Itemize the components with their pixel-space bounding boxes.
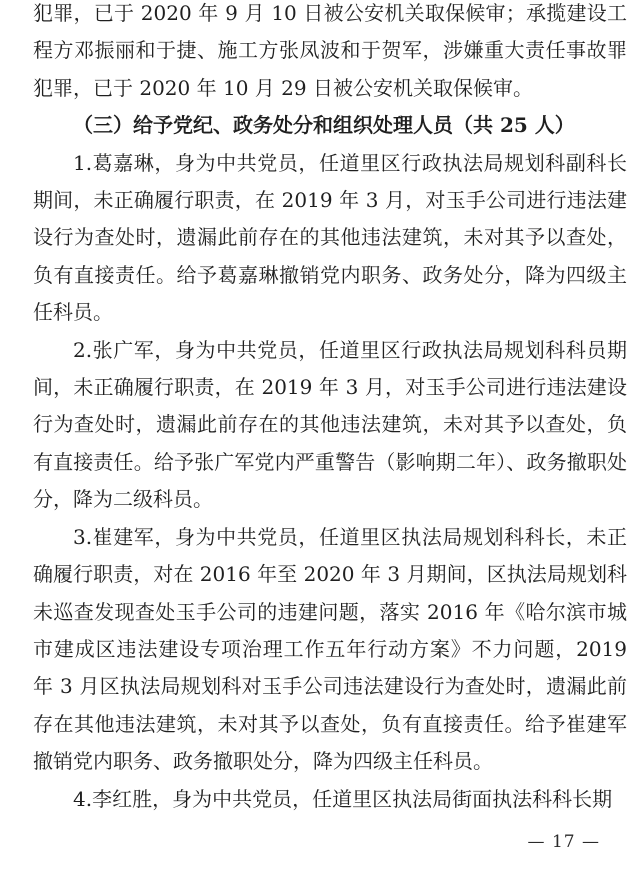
list-item-paragraph-3: 3.崔建军，身为中共党员，任道里区执法局规划科科长，未正确履行职责，对在 2016 年至 2020 年 3 月期间，区执法局规划科未巡查发现查处玉手公司的违建问题，落实 2016 年《哈尔滨市城市建成区违法建设专项治理工作五年行动方案》不力问题，2019 年 3 月区执法局规划科对玉手公司违法建设行为查处时，遗漏此前存在其他违法建筑，未对其予以查处，负有直接责任。给予崔建军撤销党内职务、政务撤职处分，降为四级主任科员。 [33,524,627,774]
page-number: — 17 — [527,832,600,852]
body-text-paragraph: 犯罪，已于 2020 年 9 月 10 日被公安机关取保候审；承揽建设工程方邓振丽和于捷、施工方张凤波和于贺军，涉嫌重大责任事故罪犯罪，已于 2020 年 10 月 29 日被公安机关取保候审。 [33,1,627,100]
section-heading: （三）给予党纪、政务处分和组织处理人员（共 25 人） [73,113,575,138]
list-item-paragraph-2: 2.张广军，身为中共党员，任道里区行政执法局规划科科员期间，未正确履行职责，在 2019 年 3 月，对玉手公司进行违法建设行为查处时，遗漏此前存在的其他违法建筑，未对其予以查处，负有直接责任。给予张广军党内严重警告（影响期二年）、政务撤职处分，降为二级科员。 [33,337,627,512]
list-item-paragraph-1: 1.葛嘉琳，身为中共党员，任道里区行政执法局规划科副科长期间，未正确履行职责，在 2019 年 3 月，对玉手公司进行违法建设行为查处时，遗漏此前存在的其他违法建筑，未对其予以查处，负有直接责任。给予葛嘉琳撤销党内职务、政务处分，降为四级主任科员。 [33,150,627,325]
document-body [33,0,627,818]
list-item-paragraph-4: 4.李红胜，身为中共党员，任道里区执法局街面执法科科长期 [73,786,613,811]
